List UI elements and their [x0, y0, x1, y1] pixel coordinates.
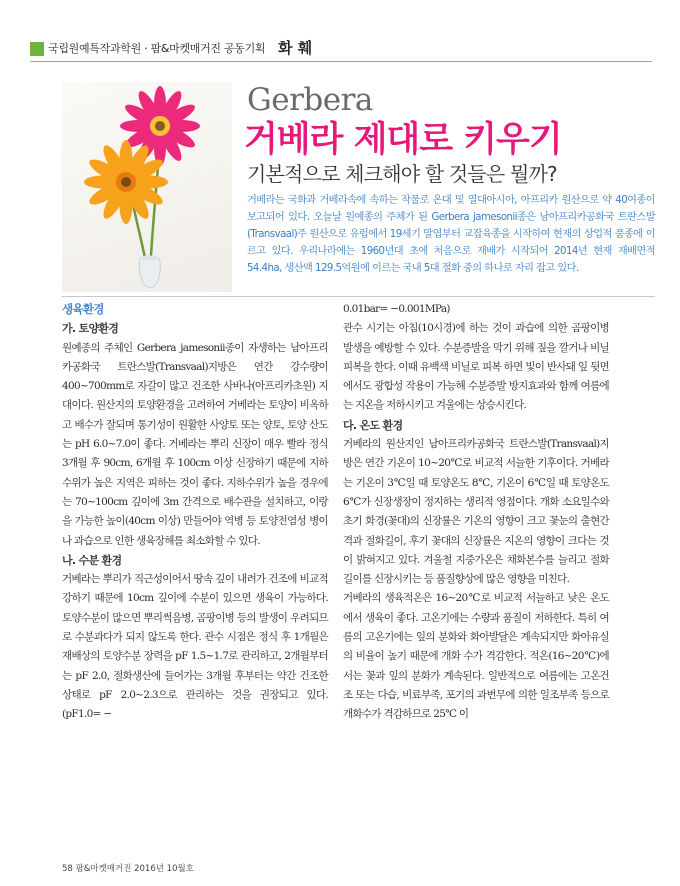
subheading-temperature: 다. 온도 환경: [343, 418, 403, 432]
lead-paragraph: 거베라는 국화과 거베라속에 속하는 작물로 온대 및 열대아시아, 아프리카 원산으로 약 40여종이 보고되어 있다. 오늘날 원예종의 주체가 된 Gerbera jamesonii종은 남아프리카공화국 트란스발(Transvaal)주 원산으로 유럽에서 19세기 말엽부터 교잡육종을 시작하여 현재의 상업적 품종에 이르고 있다. 우리나라에는 1960년대 초에 처음으로 재배가 시작되어 2014년 현재 재배면적 54.4ha, 생산액 129.5억원에 이르는 국내 5대 절화 중의 하나로 자리 잡고 있다.: [247, 195, 655, 274]
gerbera-illustration: [62, 82, 232, 292]
left-column: [62, 300, 328, 725]
paragraph-irrigation: 관수 시기는 아침(10시경)에 하는 것이 과습에 의한 곰팡이병 발생을 예방할 수 있다. 수분증발을 막기 위해 짚을 깔거나 비닐피복을 한다. 이때 유백색 비닐로 피복 하면 빛이 반사돼 잎 뒷면에서도 광합성 작용이 가능해 수분증발 방지효과와 함께 여름에는 지온을 저하시키고 겨울에는 상승시킨다.: [343, 322, 609, 412]
paragraph-continued: 0.01bar= −0.001MPa): [343, 303, 450, 315]
header-bar: [30, 36, 652, 62]
header-org: 국립원예특작과학원 · 팜&마켓매거진 공동기획: [48, 42, 266, 55]
title-korean: 거베라 제대로 키우기: [244, 120, 562, 160]
paragraph-water: 거베라는 뿌리가 직근성이어서 땅속 깊이 내려가 건조에 비교적 강하기 때문에 10cm 깊이에 수분이 있으면 생육이 가능하다. 토양수분이 많으면 뿌리썩음병, 곰팡이병 등의 발생이 우려되므로 수분과다가 되지 않도록 한다. 관수 시점은 정식 후 1개월은 재배상의 토양수분 장력을 pF 1.5~1.7로 관리하고, 2개월부터는 pF 2.0, 절화생산에 들어가는 3개월 후부터는 약간 건조한 상태로 pF 2.0~2.3으로 관리하는 것을 권장되고 있다.(pF1.0= −: [62, 573, 328, 721]
page-footer: 58 팜&마켓매거진 2016년 10월호: [62, 864, 194, 874]
subheading-soil: 가. 토양환경: [62, 322, 119, 336]
lead-divider: [62, 296, 655, 297]
header-section: 화 훼: [278, 39, 313, 57]
right-column: [343, 300, 609, 725]
paragraph-temperature: 거베라의 원산지인 남아프리카공화국 트란스발(Transvaal)지방은 연간 기온이 10~20℃로 비교적 서늘한 기후이다. 거베라는 기온이 3℃일 때 토양온도 8℃, 기온이 6℃일 때 토양온도 6℃가 신장생장이 정지하는 생리적 영점이다. 개화 소요일수와 초기 화경(꽃대)의 신장률은 기온의 영향이 크고 꽃눈의 출현간격과 절화길이, 후기 꽃대의 신장률은 지온의 영향이 크다는 것이 밝혀지고 있다. 겨울철 지중가온은 채화본수를 늘리고 절화길이를 신장시키는 등 품질향상에 많은 영향을 미친다.: [343, 438, 609, 586]
section-heading: 생육환경: [62, 302, 104, 316]
header-rule: [30, 61, 652, 62]
subheading-water: 나. 수분 환경: [62, 553, 122, 567]
gerbera-photo: [62, 82, 232, 292]
section-marker: [30, 42, 44, 56]
paragraph-soil: 원예종의 주체인 Gerbera jamesonii종이 자생하는 남아프리카공화국 트란스발(Transvaal)지방은 연간 강수량이 400~700mm로 자갈이 많고 건조한 사바나(아프리카초원) 지대이다. 원산지의 토양환경을 고려하여 거베라는 토양이 비옥하고 배수가 잘되며 통기성이 원활한 사양토 또는 양토, 토양 산도는 pH 6.0~7.0이 좋다. 거베라는 뿌리 신장이 매우 빨라 정식 3개월 후 90cm, 6개월 후 100cm 이상 신장하기 때문에 지하수위가 높은 지역은 피하는 것이 좋다. 지하수위가 높을 경우에는 70~100cm 깊이에 3m 간격으로 배수관을 설치하고, 이랑을 가능한 높이(40cm 이상) 만들어야 역병 등 토양전염성 병이나 과습으로 인한 생육장해를 최소화할 수 있다.: [62, 341, 328, 547]
paragraph-optimum: 거베라의 생육적온은 16~20℃로 비교적 서늘하고 낮은 온도에서 생육이 좋다. 고온기에는 수량과 품질이 저하한다. 특히 여름의 고온기에는 잎의 분화와 화아발달은 계속되지만 화아유실의 비율이 높기 때문에 개화 수가 격감한다. 적온(16~20℃)에서는 꽃과 잎의 분화가 계속된다. 일반적으로 여름에는 고온건조 또는 다습, 비료부족, 포기의 과번무에 의한 일조부족 등으로 개화수가 격감하므로 25℃ 이: [343, 592, 609, 721]
title-english: Gerbera: [247, 82, 373, 118]
subtitle: 기본적으로 체크해야 할 것들은 뭘까?: [247, 162, 557, 186]
